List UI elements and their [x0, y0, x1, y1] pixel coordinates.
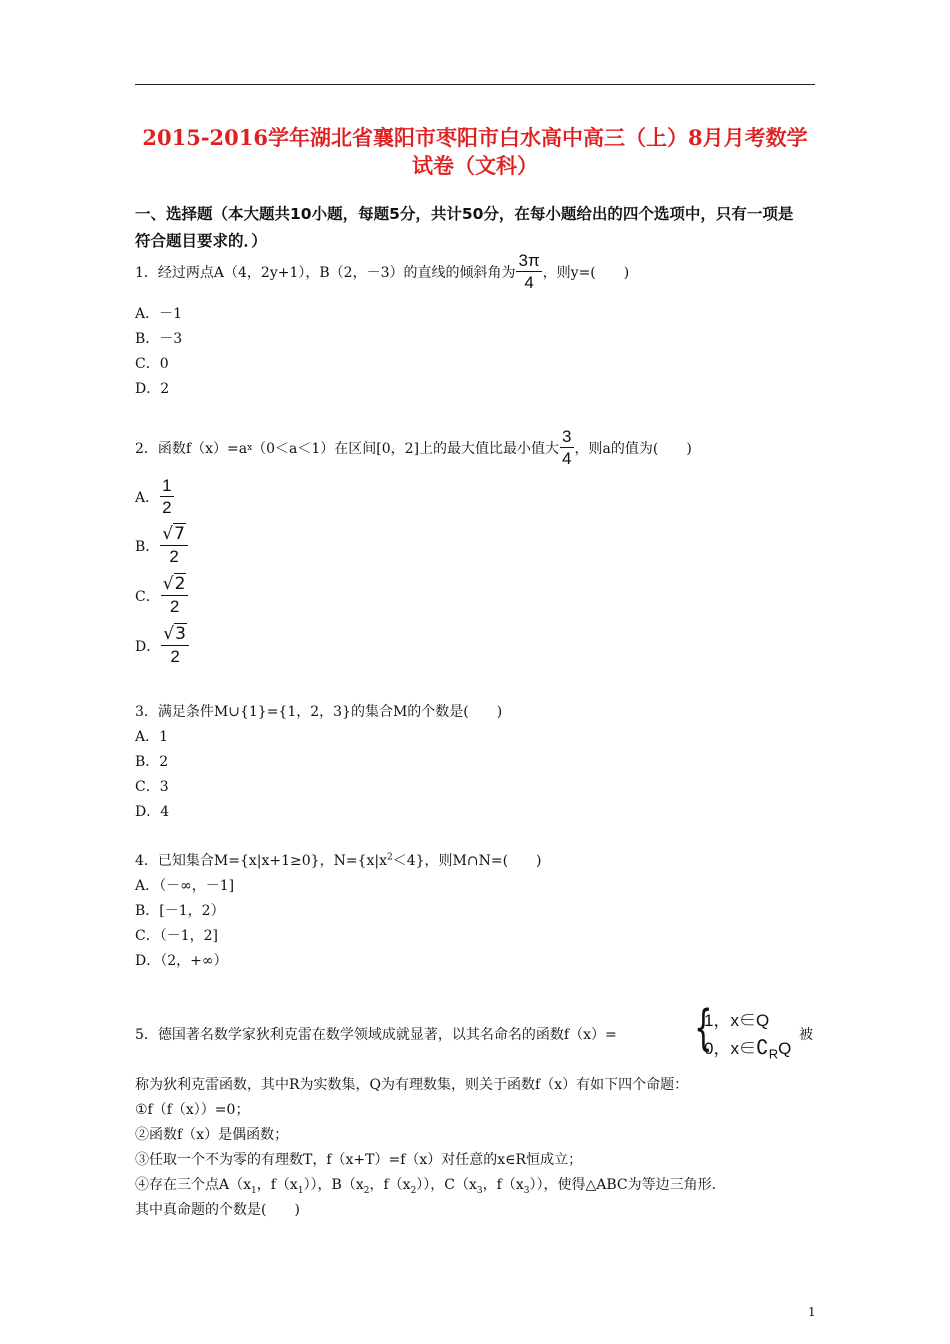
fraction-denominator: 2	[169, 547, 179, 566]
fraction-numerator: 3π	[518, 251, 540, 270]
doc-title-line1: 2015-2016学年湖北省襄阳市枣阳市白水高中高三（上）8月月考数学	[142, 125, 808, 150]
q4-option-a: A．（－∞，－1]	[135, 878, 235, 894]
radical-sign-icon: √	[162, 574, 174, 594]
proposition-3: ③任取一个不为零的有理数T，f（x+T）=f（x）对任意的x∈R恒成立；	[135, 1152, 583, 1168]
complement-subscript: R	[768, 1046, 779, 1062]
q4-option-c: C．（－1，2]	[135, 928, 218, 944]
p4-sub: 3	[476, 1185, 483, 1196]
p4-part: ）），C（x	[416, 1177, 477, 1193]
p4-sub: 3	[523, 1185, 530, 1196]
q2-option-c	[135, 576, 189, 615]
piecewise-case-2	[704, 1034, 791, 1061]
p4-sub: 1	[251, 1185, 257, 1196]
q1-option-a: A．－1	[135, 306, 183, 322]
section-heading-line2: 符合题目要求的．）	[135, 232, 267, 250]
q3-option-b: B．2	[135, 754, 169, 770]
p4-part: ，f（x	[256, 1177, 298, 1193]
p4-sub: 2	[410, 1185, 417, 1196]
question-2-text-mid: （0＜a＜1）在区间[0，2]上的最大值比最小值大	[252, 440, 560, 457]
fraction-denominator: 2	[162, 498, 172, 517]
fraction-sqrt7-over-2	[160, 526, 188, 565]
case-2-text: 0，x∈	[704, 1039, 756, 1058]
q3-option-d: D．4	[135, 804, 170, 820]
p4-part: ④存在三个点A（x	[135, 1177, 252, 1193]
exponent-2: 2	[386, 852, 393, 863]
q1-option-c: C．0	[135, 356, 169, 372]
question-5-text-a: 5．德国著名数学家狄利克雷在数学领域成就显著，以其名命名的函数f（x）=	[135, 1027, 617, 1043]
radicand: 3	[175, 624, 186, 644]
p4-part: ）），B（x	[303, 1177, 364, 1193]
question-2-text-b: ，则a的值为( )	[574, 440, 692, 457]
fraction-sqrt2-over-2	[161, 576, 189, 615]
section-heading-line1: 一、选择题（本大题共10小题，每题5分，共计50分，在每小题给出的四个选项中，只有一项是	[135, 205, 794, 223]
p4-sub: 2	[363, 1185, 370, 1196]
sqrt-numerator	[160, 526, 188, 546]
question-1-text-b: ，则y=( )	[542, 264, 630, 281]
radical-sign-icon: √	[162, 524, 174, 544]
question-2-text-a: 2．函数f（x）=a	[135, 440, 248, 457]
fraction-3pi-over-4	[516, 252, 541, 291]
q2-option-b	[135, 526, 189, 565]
question-2	[135, 428, 692, 467]
option-label: C．	[135, 588, 160, 605]
q1-option-b: B．－3	[135, 331, 183, 347]
fraction-3-over-4	[560, 428, 573, 467]
question-5-last: 其中真命题的个数是( )	[135, 1202, 300, 1218]
proposition-1: ①f（f（x））=0；	[135, 1102, 250, 1118]
option-label: B．	[135, 538, 160, 555]
fraction-sqrt3-over-2	[161, 626, 189, 665]
exponent-x: x	[247, 442, 253, 453]
doc-title-line2: 试卷（文科）	[412, 153, 538, 178]
proposition-4	[135, 1174, 726, 1196]
fraction-1-over-2	[160, 477, 173, 516]
radical-sign-icon: √	[163, 624, 175, 644]
proposition-2: ②函数f（x）是偶函数；	[135, 1127, 289, 1143]
option-label: A．	[135, 489, 160, 506]
radicand: 7	[174, 524, 185, 544]
question-5-text-b: 被	[799, 1027, 813, 1043]
q1-option-d: D．2	[135, 381, 170, 397]
sqrt-numerator	[161, 576, 189, 596]
q4-option-d: D．（2，+∞）	[135, 953, 228, 969]
question-3: 3．满足条件M∪{1}={1，2，3}的集合M的个数是( )	[135, 704, 503, 720]
question-1	[135, 252, 629, 291]
fraction-denominator: 4	[562, 449, 572, 468]
fraction-denominator: 2	[169, 597, 180, 616]
p4-sub: 1	[297, 1185, 304, 1196]
complement-symbol-icon: ∁	[755, 1037, 769, 1059]
radicand: 2	[174, 574, 186, 594]
fraction-numerator: 3	[562, 427, 572, 446]
p4-part: ，f（x	[369, 1177, 411, 1193]
question-1-text-a: 1．经过两点A（4，2y+1），B（2，－3）的直线的倾斜角为	[135, 264, 516, 281]
q3-option-a: A．1	[135, 729, 169, 745]
q3-option-c: C．3	[135, 779, 169, 795]
piecewise-case-1: 1，x∈Q	[704, 1011, 770, 1030]
page-number: 1	[808, 1305, 816, 1319]
fraction-denominator: 4	[524, 273, 534, 292]
p4-part: ，f（x	[482, 1177, 524, 1193]
q4-option-b: B．[－1，2）	[135, 903, 225, 919]
question-4-text-a: 4．已知集合M={x|x+1≥0}，N={x|x	[135, 853, 387, 869]
question-4	[135, 850, 542, 870]
fraction-denominator: 2	[170, 647, 180, 666]
fraction-numerator: 1	[162, 476, 172, 495]
option-label: D．	[135, 638, 161, 655]
case-2-set: Q	[778, 1039, 792, 1058]
header-rule	[135, 84, 815, 85]
p4-part: ）），使得△ABC为等边三角形．	[529, 1177, 726, 1193]
q2-option-a	[135, 477, 175, 516]
q2-option-d	[135, 626, 190, 665]
left-brace-icon: {	[694, 1000, 713, 1056]
question-4-text-b: ＜4}，则M∩N=( )	[392, 853, 542, 869]
question-5-line2: 称为狄利克雷函数，其中R为实数集，Q为有理数集，则关于函数f（x）有如下四个命题：	[135, 1077, 689, 1093]
sqrt-numerator	[161, 626, 189, 646]
